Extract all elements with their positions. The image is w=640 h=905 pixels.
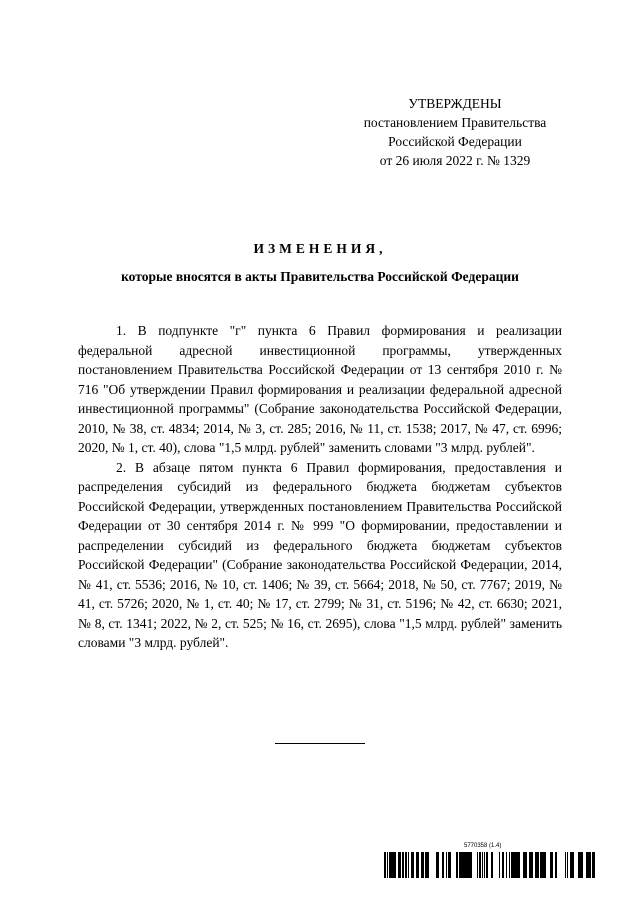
end-divider bbox=[275, 743, 365, 744]
document-title: ИЗМЕНЕНИЯ, bbox=[253, 241, 387, 256]
paragraph: 1. В подпункте "г" пункта 6 Правил формирования и реализации федеральной адресной инвестиционной программы, утвержденных постановлением Правительства Российской Федерации от 13 сентября 2010 г. № 716 "Об утверждении Правил формирования и реализации федеральной адресной инвестиционной программы" (Собрание законодательства Российской Федерации, 2010, № 38, ст. 4834; 2014, № 3, ст. 285; 2016, № 11, ст. 1538; 2017, № 47, ст. 6996; 2020, № 1, ст. 40), слова "1,5 млрд. рублей" заменить словами "3 млрд. рублей". bbox=[78, 323, 562, 455]
paragraph: 2. В абзаце пятом пункта 6 Правил формирования, предоставления и распределения субсидий из федерального бюджета бюджетам субъектов Российской Федерации, утвержденных постановлением Правительства Российской Федерации от 30 сентября 2014 г. № 999 "О формировании, предоставлении и распределении субсидий из федерального бюджета бюджетам субъектов Российской Федерации" (Собрание законодательства Российской Федерации, 2014, № 41, ст. 5536; 2016, № 10, ст. 1406; № 39, ст. 5664; 2018, № 50, ст. 7767; 2019, № 41, ст. 5726; 2020, № 1, ст. 40; № 17, ст. 2799; № 31, ст. 5196; № 42, ст. 6630; 2021, № 8, ст. 1341; 2022, № 2, ст. 525; № 16, ст. 2695), слова "1,5 млрд. рублей" заменить словами "3 млрд. рублей". bbox=[78, 459, 562, 650]
document-code: 5770358 (1.4) bbox=[464, 843, 502, 849]
approval-block bbox=[330, 94, 580, 170]
document-subtitle: которые вносятся в акты Правительства Российской Федерации bbox=[121, 269, 519, 284]
document-body bbox=[78, 321, 562, 653]
approval-heading: УТВЕРЖДЕНЫ bbox=[408, 96, 502, 111]
approval-line: Российской Федерации bbox=[388, 134, 522, 149]
approval-date-number: от 26 июля 2022 г. № 1329 bbox=[379, 153, 531, 168]
approval-line: постановлением Правительства bbox=[363, 115, 547, 130]
barcode-icon bbox=[383, 852, 595, 878]
